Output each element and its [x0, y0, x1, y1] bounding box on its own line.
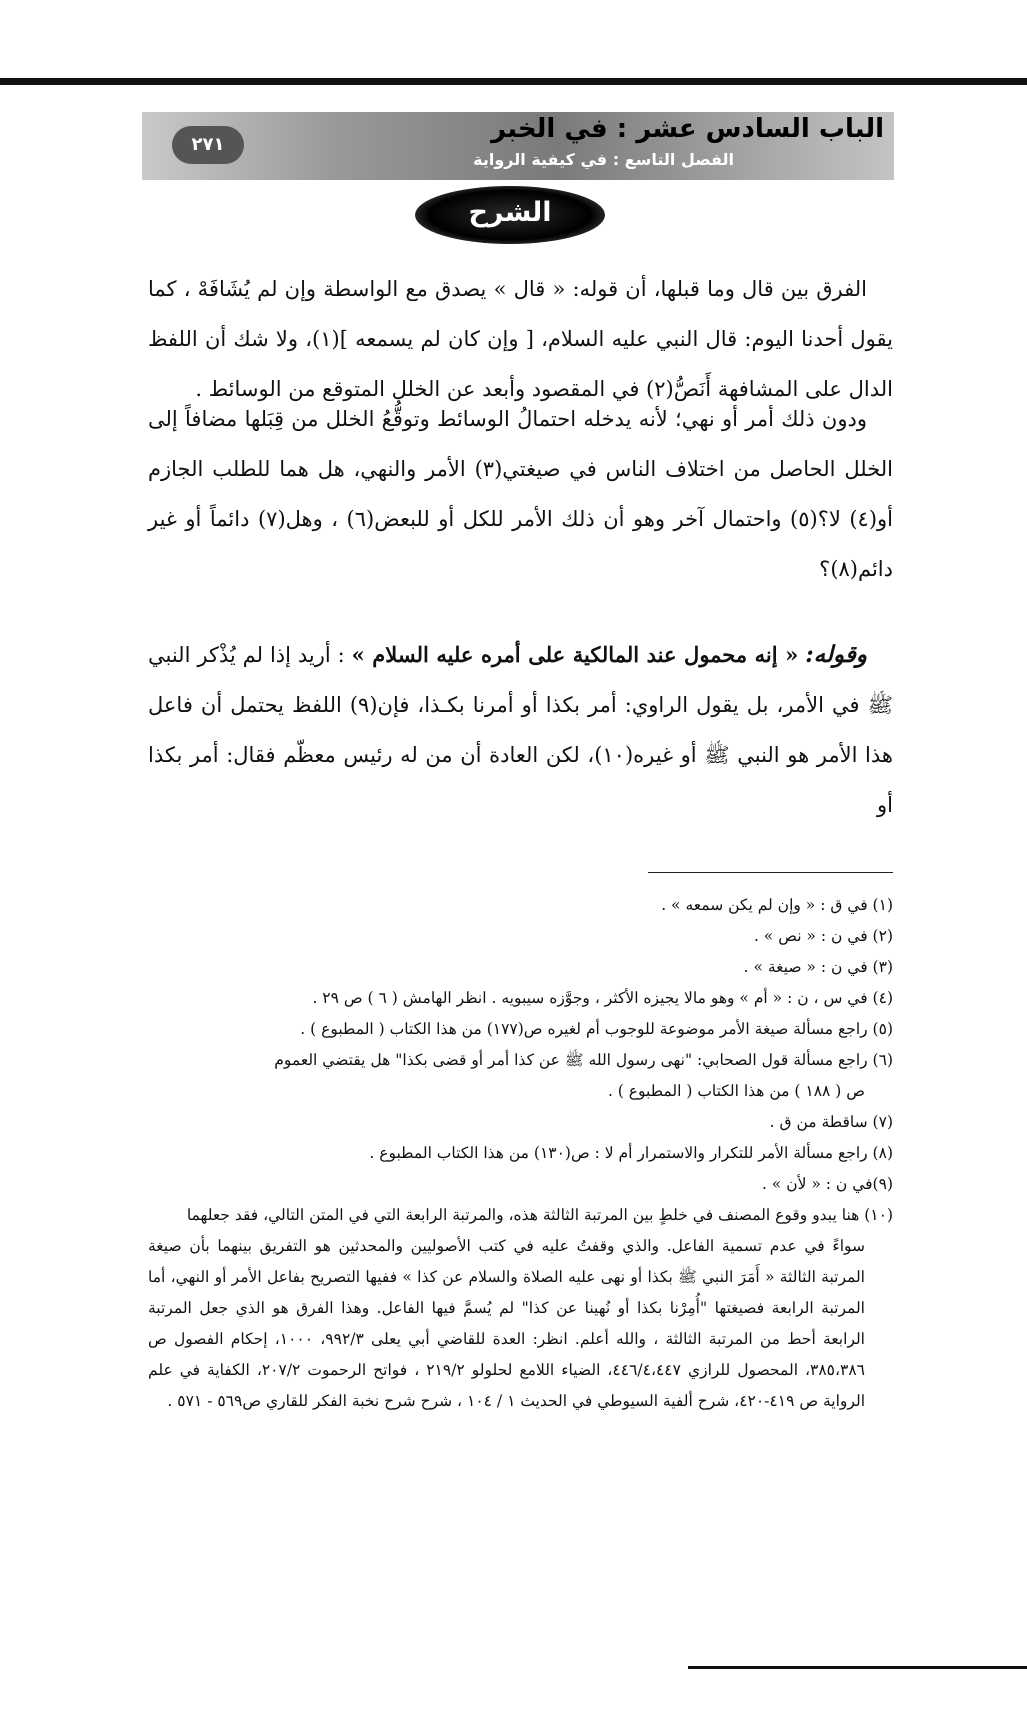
qawluhu-lead: وقوله:	[805, 641, 867, 668]
commentary-badge: الشرح	[415, 186, 605, 244]
footnote-10: (١٠) هنا يبدو وقوع المصنف في خلطٍ بين المرتبة الثالثة هذه، والمرتبة الرابعة التي في المتن التالي، فقد جعلهما	[186, 1206, 893, 1224]
footnote-2: (٢) في ن : « نص » .	[753, 927, 893, 945]
footnote-3: (٣) في ن : « صيغة » .	[743, 958, 893, 976]
footnote-5: (٥) راجع مسألة صيغة الأمر موضوعة للوجوب أم لغيره ص(١٧٧) من هذا الكتاب ( المطبوع ) .	[300, 1020, 893, 1038]
quoted-matn: « إنه محمول عند المالكية على أمره عليه السلام »	[351, 642, 799, 667]
body-paragraph-1	[148, 264, 893, 414]
footnote-6: (٦) راجع مسألة قول الصحابي: "نهى رسول الله ﷺ عن كذا أمر أو قضى بكذا" هل يقتضي العموم	[274, 1051, 893, 1069]
footnotes	[148, 890, 893, 1417]
page-number: ٢٧١	[172, 126, 244, 164]
footnote-1: (١) في ق : « وإن لم يكن سمعه » .	[661, 896, 893, 914]
footnote-7: (٧) ساقطة من ق .	[769, 1113, 893, 1131]
paragraph-text: ودون ذلك أمر أو نهي؛ لأنه يدخله احتمالُ الوسائط وتوقُّعُ الخلل من قِبَلها مضافاً إلى الخلل الحاصل من اختلاف الناس في صيغتي(٣) الأمر والنهي، هل هما للطلب الجازم أو(٤) لا؟(٥) واحتمال آخر وهو أن ذلك الأمر للكل أو للبعض(٦) ، وهل(٧) دائماً أو غير دائم(٨)؟	[148, 407, 893, 581]
footnote-10-continued: سواءً في عدم تسمية الفاعل. والذي وقفتُ عليه في كتب الأصوليين والمحدثين هو التفريق بينهما بأن صيغة المرتبة الثالثة « أَمَرَ النبي ﷺ بكذا أو نهى عليه الصلاة والسلام عن كذا » ففيها التصريح بفاعل الأمر أو النهي، أما المرتبة الرابعة فصيغتها "أُمِرْنا بكذا أو نُهينا عن كذا" لم يُسمَّ فيها الفاعل. وهذا الفرق هو الذي جعل المرتبة الرابعة أحط من المرتبة الثالثة ، والله أعلم. انظر: العدة للقاضي أبي يعلى ٩٩٢/٣، ١٠٠٠، إحكام الفصول ص ٣٨٥،٣٨٦، المحصول للرازي ٤٤٦/٤،٤٤٧، الضياء اللامع لحلولو ٢١٩/٢ ، فواتح الرحموت ٢٠٧/٢، الكفاية في علم الرواية ص ٤١٩-٤٢٠، شرح ألفية السيوطي في الحديث ١ / ١٠٤ ، شرح شرح نخبة الفكر للقاري ص٥٦٩ - ٥٧١ .	[148, 1237, 865, 1410]
running-header	[142, 112, 894, 180]
paragraph-text	[148, 630, 893, 830]
paragraph-text: الفرق بين قال وما قبلها، أن قوله: « قال » يصدق مع الواسطة وإن لم يُشَافَهْ ، كما يقول أحدنا اليوم: قال النبي عليه السلام، [ وإن كان لم يسمعه ](١)، ولا شك أن اللفظ الدال على المشافهة أَنَصُّ(٢) في المقصود وأبعد عن الخلل المتوقع من الوسائط .	[148, 277, 893, 401]
footnote-8: (٨) راجع مسألة الأمر للتكرار والاستمرار أم لا : ص(١٣٠) من هذا الكتاب المطبوع .	[369, 1144, 893, 1162]
footnote-separator	[648, 872, 893, 873]
section-title: الفصل التاسع : في كيفية الرواية	[473, 150, 734, 169]
body-paragraph-3	[148, 630, 893, 830]
footnote-9: (٩)في ن : « لأن » .	[761, 1175, 893, 1193]
paragraph-rest: : أريد إذا لم يُذْكر النبي ﷺ في الأمر، بل يقول الراوي: أمر بكذا أو أمرنا بكـذا، فإن(٩) اللفظ يحتمل أن فاعل هذا الأمر هو النبي ﷺ أو غيره(١٠)، لكن العادة أن من له رئيس معظّم فقال: أمر بكذا أو	[148, 643, 893, 817]
footnote-4: (٤) في س ، ن : « أم » وهو مالا يجيزه الأكثر ، وجوَّزه سيبويه . انظر الهامش ( ٦ ) ص ٢٩ .	[312, 989, 893, 1007]
body-paragraph-2	[148, 394, 893, 594]
footnote-6-continued: ص ( ١٨٨ ) من هذا الكتاب ( المطبوع ) .	[607, 1082, 865, 1100]
chapter-title: الباب السادس عشر : في الخبر	[491, 114, 884, 144]
top-rule	[0, 78, 1027, 85]
bottom-rule	[688, 1666, 1027, 1669]
